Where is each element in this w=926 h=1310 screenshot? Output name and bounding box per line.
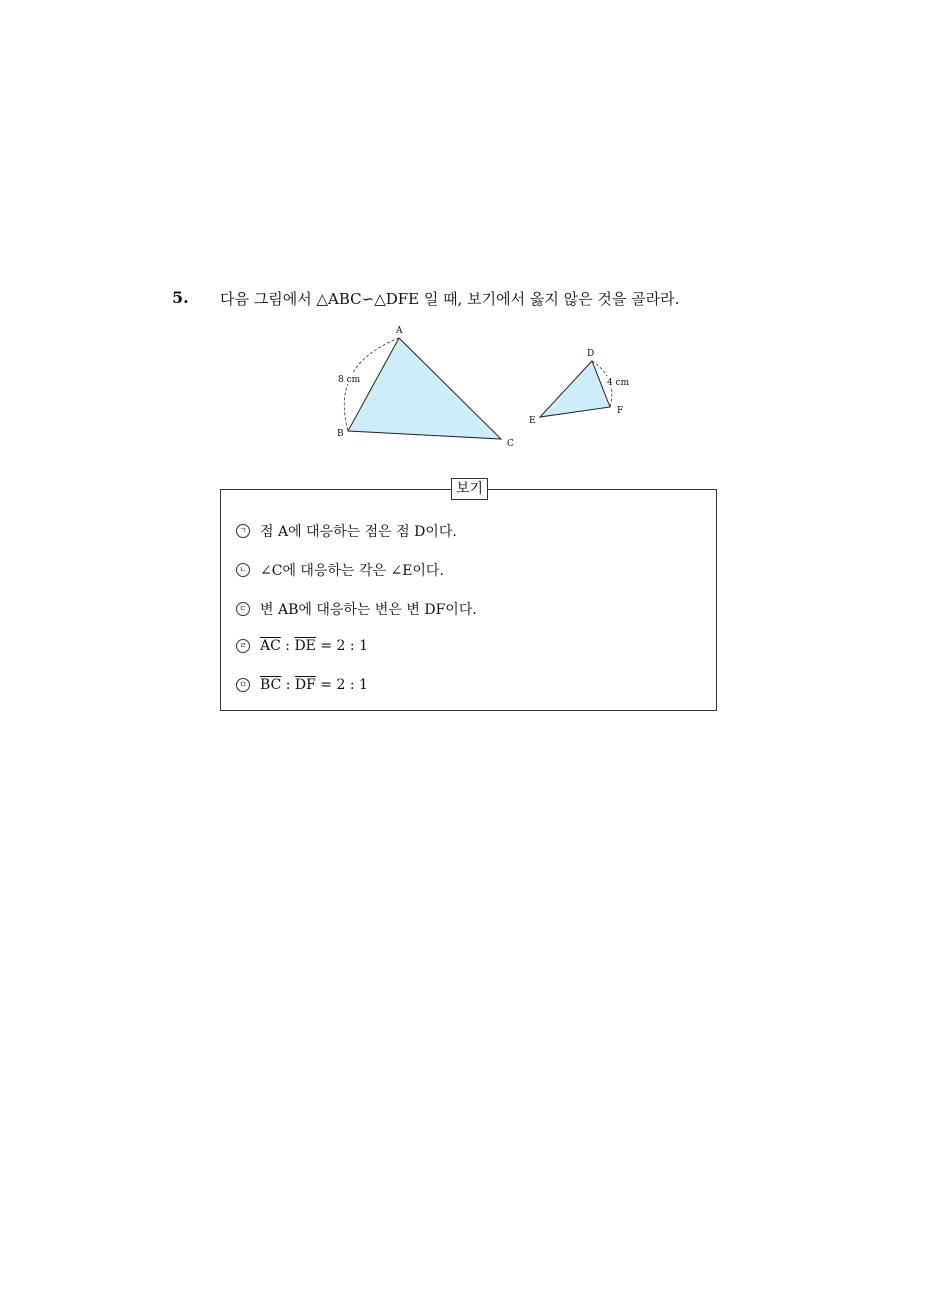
segment-ac: $\overline{AC}$ — [260, 638, 281, 654]
question-number: 5. — [172, 288, 189, 307]
choice-marker: ㄷ — [236, 602, 250, 616]
segment-bc: $\overline{BC}$ — [260, 677, 282, 693]
vertex-label-a: A — [396, 326, 403, 336]
choice-text: 변 AB에 대응하는 변은 변 DF이다. — [260, 602, 477, 618]
choice-item — [236, 599, 477, 619]
ratio-separator: : — [285, 638, 290, 654]
choice-item — [236, 677, 368, 693]
length-label-df: 4 cm — [607, 378, 630, 388]
segment-df: $\overline{DF}$ — [294, 677, 316, 693]
length-label-ab: 8 cm — [338, 375, 361, 385]
example-box-title: 보기 — [451, 478, 488, 500]
ratio-value: = 2 : 1 — [320, 638, 368, 654]
segment-de: $\overline{DE}$ — [294, 638, 316, 654]
vertex-label-e: E — [529, 416, 536, 426]
choice-marker: ㅁ — [236, 678, 250, 692]
choice-marker: ㄹ — [236, 639, 250, 653]
choice-marker: ㄱ — [236, 524, 250, 538]
choice-marker: ㄴ — [236, 563, 250, 577]
vertex-label-c: C — [507, 439, 514, 449]
vertex-label-f: F — [617, 406, 624, 416]
choice-item — [236, 638, 368, 654]
vertex-label-d: D — [587, 349, 595, 359]
choice-text: 점 A에 대응하는 점은 점 D이다. — [260, 524, 457, 540]
ratio-separator: : — [285, 677, 291, 693]
choice-item — [236, 560, 444, 580]
triangle-dfe — [540, 361, 610, 417]
choice-item — [236, 521, 457, 541]
question-text: 다음 그림에서 △ABC∽△DFE 일 때, 보기에서 옳지 않은 것을 골라라. — [220, 290, 680, 308]
choice-text: ∠C에 대응하는 각은 ∠E이다. — [260, 563, 444, 579]
ratio-value: = 2 : 1 — [320, 677, 368, 693]
similar-triangles-figure — [0, 0, 926, 470]
vertex-label-b: B — [337, 429, 344, 439]
